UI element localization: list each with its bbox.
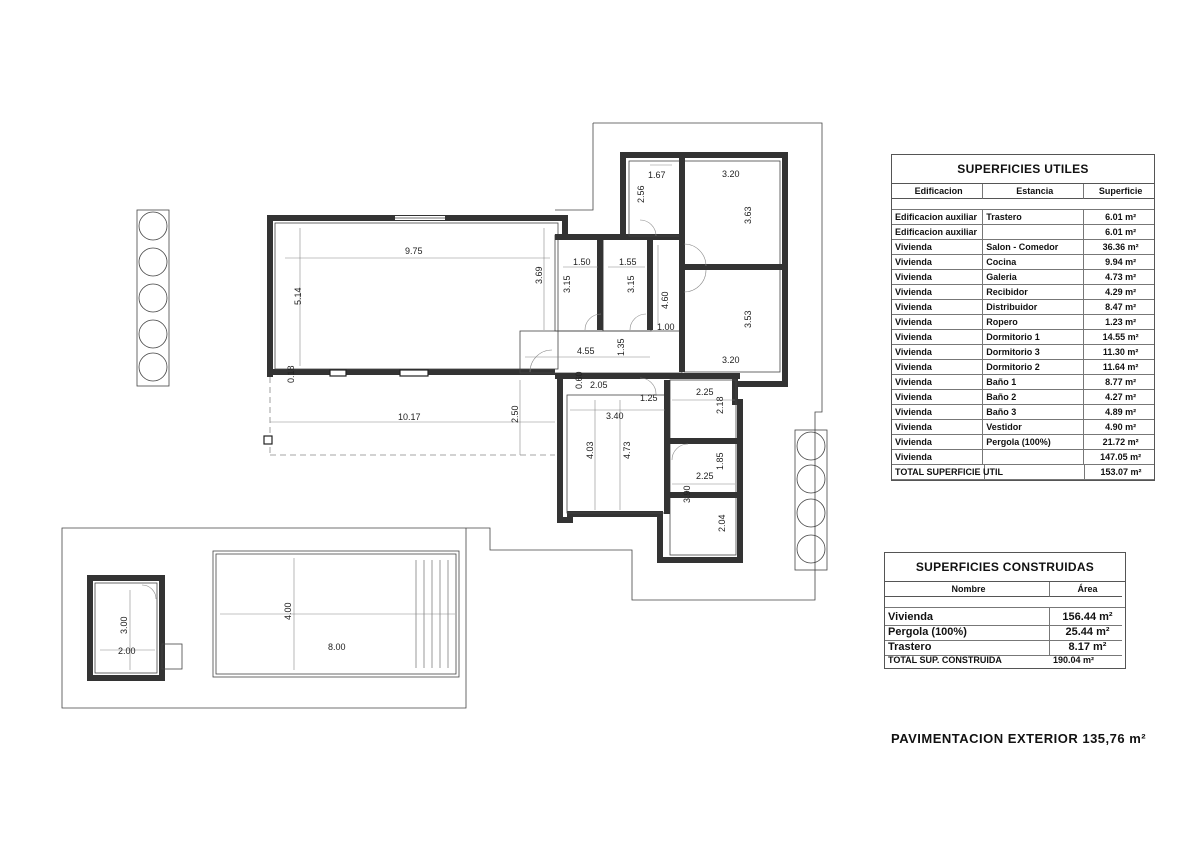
dim-label: 4.55 — [577, 346, 595, 356]
utiles-row — [892, 255, 1154, 270]
utiles-cell-edif: Vivienda — [892, 315, 983, 330]
dim-label: 2.04 — [717, 514, 727, 532]
total-value: 190.04 m² — [1053, 655, 1095, 665]
utiles-cell-edif: Vivienda — [892, 405, 983, 420]
utiles-cell-sup: 11.64 m² — [1084, 360, 1154, 375]
construidas-row — [885, 608, 1125, 623]
utiles-row — [892, 315, 1154, 330]
dim-label: 3.63 — [743, 206, 753, 224]
dim-label: 2.00 — [118, 646, 136, 656]
dim-label: 4.60 — [660, 291, 670, 309]
utiles-title: SUPERFICIES UTILES — [892, 155, 1154, 184]
superficies-construidas-table — [884, 552, 1126, 669]
construidas-header-row — [885, 582, 1125, 597]
utiles-cell-edif: TOTAL SUPERFICIE UTIL — [892, 465, 985, 480]
utiles-cell-sup: 21.72 m² — [1084, 435, 1154, 450]
utiles-cell-sup: 9.94 m² — [1084, 255, 1154, 270]
salon-walls — [270, 218, 565, 377]
utiles-cell-estancia: Vestidor — [983, 420, 1084, 435]
utiles-cell-estancia: Dormitorio 3 — [983, 345, 1084, 360]
utiles-row — [892, 450, 1154, 465]
utiles-row — [892, 240, 1154, 255]
dim-label: 9.75 — [405, 246, 423, 256]
pavimentacion-exterior: PAVIMENTACION EXTERIOR 135,76 m² — [891, 731, 1147, 746]
utiles-cell-edif: Vivienda — [892, 345, 983, 360]
utiles-cell-estancia — [983, 225, 1084, 240]
total-label: TOTAL SUP. CONSTRUIDA — [888, 655, 1002, 665]
utiles-cell-estancia: Dormitorio 1 — [983, 330, 1084, 345]
utiles-cell-edif: Vivienda — [892, 360, 983, 375]
utiles-cell-estancia: Dormitorio 2 — [983, 360, 1084, 375]
terrace-outline — [62, 123, 822, 708]
utiles-cell-estancia — [985, 465, 1085, 480]
header-superficie: Superficie — [1084, 184, 1154, 199]
utiles-row — [892, 375, 1154, 390]
construidas-cell-nombre: Pergola (100%) — [885, 623, 1050, 641]
utiles-cell-sup: 4.29 m² — [1084, 285, 1154, 300]
utiles-cell-edif: Vivienda — [892, 330, 983, 345]
utiles-cell-edif: Vivienda — [892, 420, 983, 435]
utiles-cell-edif: Vivienda — [892, 450, 983, 465]
utiles-cell-sup: 6.01 m² — [1084, 225, 1154, 240]
utiles-row — [892, 225, 1154, 240]
construidas-cell-area: 8.17 m² — [1050, 638, 1122, 656]
construidas-row — [885, 623, 1125, 638]
dim-label: 2.25 — [696, 387, 714, 397]
utiles-row — [892, 420, 1154, 435]
utiles-cell-edif: Vivienda — [892, 285, 983, 300]
dim-label: 3.15 — [562, 275, 572, 293]
utiles-cell-edif: Edificacion auxiliar — [892, 225, 983, 240]
construidas-cell-nombre: Vivienda — [885, 608, 1050, 626]
dim-label: 2.25 — [696, 471, 714, 481]
utiles-cell-estancia: Pergola (100%) — [983, 435, 1084, 450]
utiles-cell-estancia: Baño 2 — [983, 390, 1084, 405]
utiles-row — [892, 330, 1154, 345]
tree-row-left — [137, 210, 169, 386]
construidas-row — [885, 638, 1125, 653]
dim-label: 1.67 — [648, 170, 666, 180]
dim-label: 3.53 — [743, 310, 753, 328]
utiles-cell-edif: Vivienda — [892, 375, 983, 390]
utiles-cell-sup: 147.05 m² — [1084, 450, 1154, 465]
dim-label: 1.25 — [640, 393, 658, 403]
utiles-row — [892, 405, 1154, 420]
superficies-utiles-table — [891, 154, 1155, 481]
dim-label: 2.18 — [715, 396, 725, 414]
utiles-row — [892, 285, 1154, 300]
utiles-cell-sup: 153.07 m² — [1085, 465, 1154, 480]
tree-row-right — [795, 430, 827, 570]
construidas-total-row — [885, 653, 1125, 668]
dim-label: 0.18 — [286, 365, 296, 383]
construidas-cell-nombre: Trastero — [885, 638, 1050, 656]
utiles-row — [892, 270, 1154, 285]
dim-label: 4.73 — [622, 441, 632, 459]
utiles-cell-estancia: Recibidor — [983, 285, 1084, 300]
dim-label: 1.35 — [616, 338, 626, 356]
dim-label: 1.00 — [657, 322, 675, 332]
dim-label: 2.56 — [636, 185, 646, 203]
utiles-cell-estancia: Ropero — [983, 315, 1084, 330]
utiles-cell-sup: 6.01 m² — [1084, 210, 1154, 225]
dim-label: 3.90 — [682, 485, 692, 503]
utiles-cell-sup: 8.77 m² — [1084, 375, 1154, 390]
utiles-cell-estancia: Galeria — [983, 270, 1084, 285]
utiles-row — [892, 435, 1154, 450]
utiles-cell-estancia: Distribuidor — [983, 300, 1084, 315]
header-area: Área — [1050, 582, 1122, 597]
utiles-cell-estancia: Salon - Comedor — [983, 240, 1084, 255]
utiles-cell-sup: 4.89 m² — [1084, 405, 1154, 420]
utiles-cell-sup: 36.36 m² — [1084, 240, 1154, 255]
dim-label: 10.17 — [398, 412, 421, 422]
header-estancia: Estancia — [983, 184, 1084, 199]
utiles-header-row — [892, 184, 1154, 199]
construidas-cell-area: 25.44 m² — [1050, 623, 1122, 641]
utiles-cell-sup: 11.30 m² — [1084, 345, 1154, 360]
utiles-cell-sup: 4.73 m² — [1084, 270, 1154, 285]
utiles-cell-edif: Vivienda — [892, 300, 983, 315]
utiles-cell-sup: 14.55 m² — [1084, 330, 1154, 345]
dim-label: 3.20 — [722, 355, 740, 365]
utiles-row — [892, 300, 1154, 315]
utiles-cell-sup: 1.23 m² — [1084, 315, 1154, 330]
dim-label: 4.03 — [585, 441, 595, 459]
dim-label: 2.05 — [590, 380, 608, 390]
dim-label: 8.00 — [328, 642, 346, 652]
utiles-row — [892, 210, 1154, 225]
dim-label: 1.55 — [619, 257, 637, 267]
utiles-cell-edif: Vivienda — [892, 270, 983, 285]
utiles-cell-sup: 8.47 m² — [1084, 300, 1154, 315]
dim-label: 4.00 — [283, 602, 293, 620]
dim-label: 5.14 — [293, 287, 303, 305]
header-edificacion: Edificacion — [892, 184, 983, 199]
dim-label: 3.69 — [534, 266, 544, 284]
construidas-cell-area: 156.44 m² — [1050, 608, 1122, 626]
utiles-cell-edif: Vivienda — [892, 255, 983, 270]
utiles-row — [892, 390, 1154, 405]
dim-label: 3.20 — [722, 169, 740, 179]
dim-label: 3.40 — [606, 411, 624, 421]
utiles-cell-sup: 4.90 m² — [1084, 420, 1154, 435]
utiles-cell-estancia: Baño 3 — [983, 405, 1084, 420]
utiles-row — [892, 360, 1154, 375]
utiles-cell-estancia — [983, 450, 1084, 465]
dim-label: 1.50 — [573, 257, 591, 267]
utiles-row — [892, 345, 1154, 360]
utiles-cell-estancia: Cocina — [983, 255, 1084, 270]
construidas-title: SUPERFICIES CONSTRUIDAS — [885, 553, 1125, 582]
utiles-cell-estancia: Trastero — [983, 210, 1084, 225]
utiles-cell-edif: Edificacion auxiliar — [892, 210, 983, 225]
dim-label: 3.15 — [626, 275, 636, 293]
dim-label: 0.60 — [574, 371, 584, 389]
utiles-cell-edif: Vivienda — [892, 435, 983, 450]
utiles-cell-estancia: Baño 1 — [983, 375, 1084, 390]
utiles-cell-edif: Vivienda — [892, 240, 983, 255]
utiles-row — [892, 465, 1154, 480]
dim-label: 1.85 — [715, 452, 725, 470]
dim-label: 2.50 — [510, 405, 520, 423]
utiles-cell-edif: Vivienda — [892, 390, 983, 405]
utiles-cell-sup: 4.27 m² — [1084, 390, 1154, 405]
dim-label: 3.00 — [119, 616, 129, 634]
header-nombre: Nombre — [885, 582, 1050, 597]
